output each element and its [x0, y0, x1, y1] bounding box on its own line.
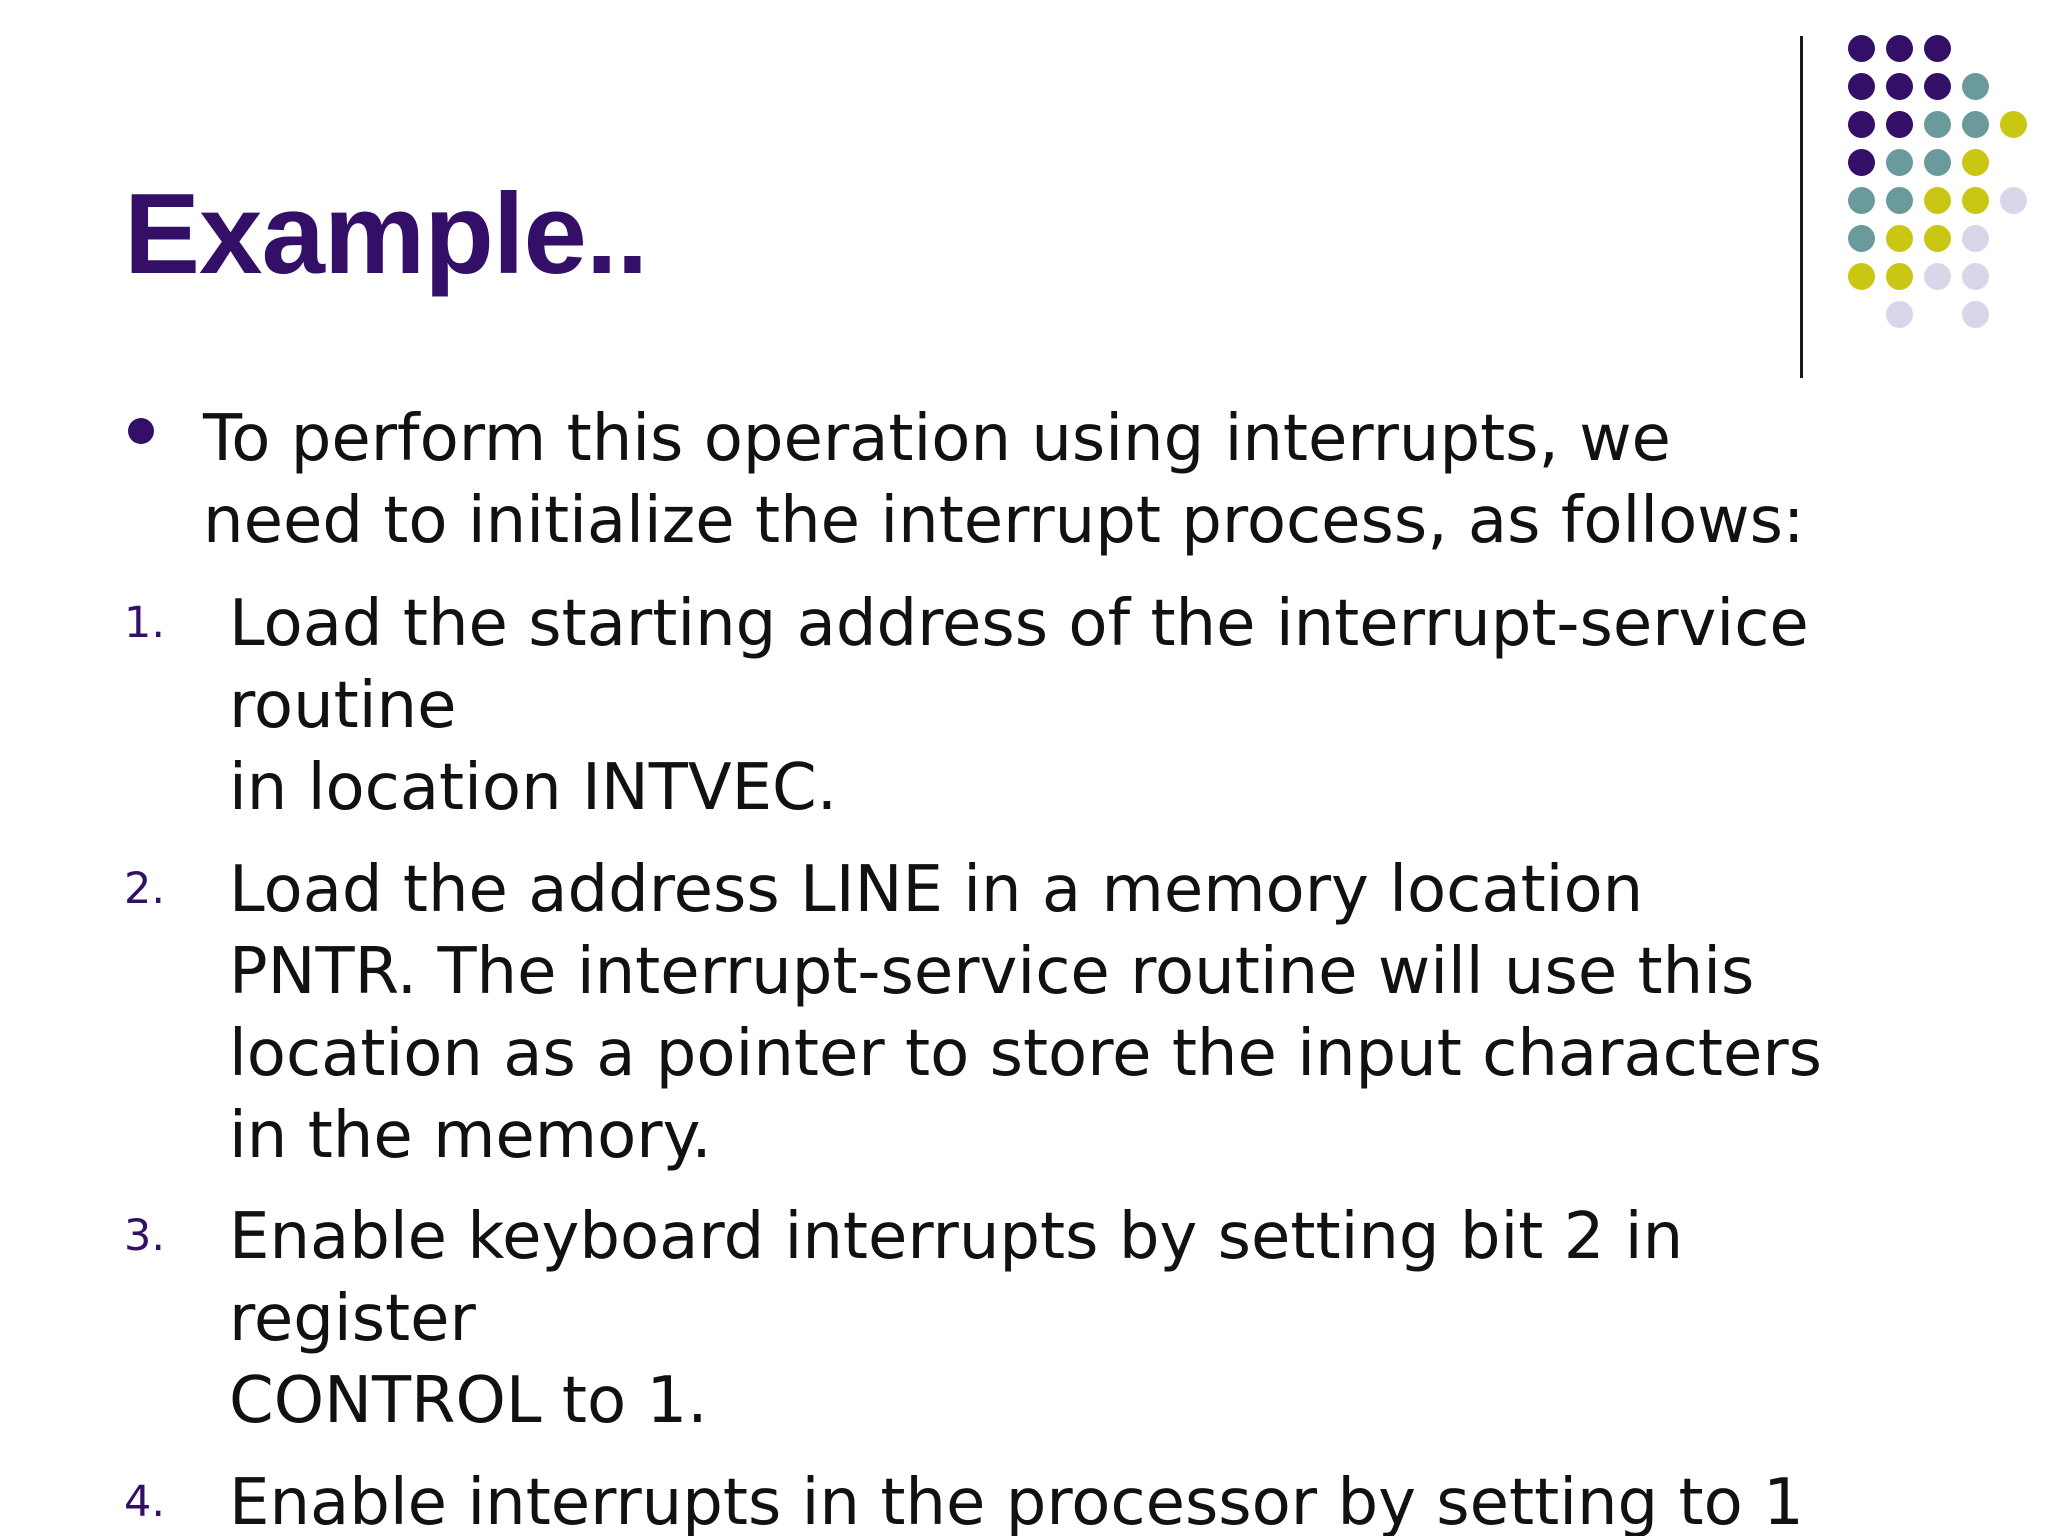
list-item [229, 583, 1869, 829]
decorative-dot [1924, 111, 1951, 138]
slide-title: Example.. [124, 171, 648, 298]
decorative-dot [1962, 111, 1989, 138]
decorative-dot [1886, 225, 1913, 252]
decorative-dot [1924, 35, 1951, 62]
decorative-dot [1848, 187, 1875, 214]
item-line: in location INTVEC. [229, 751, 838, 825]
decorative-dot [1848, 263, 1875, 290]
bullet-icon [128, 418, 154, 444]
decorative-dot [1848, 35, 1875, 62]
item-line: Load the address LINE in a memory location [229, 853, 1644, 927]
decorative-dot [1886, 73, 1913, 100]
item-number: 4. [124, 1477, 166, 1527]
item-line: in the memory. [229, 1099, 712, 1173]
item-number: 2. [124, 864, 166, 914]
decorative-dot [1886, 149, 1913, 176]
item-line: Enable keyboard interrupts by setting bit 2 in [229, 1200, 1684, 1274]
decorative-dot [1886, 111, 1913, 138]
intro-line: need to initialize the interrupt process, as follows: [203, 484, 1805, 558]
decorative-dot [1962, 187, 1989, 214]
decorative-dot [1962, 149, 1989, 176]
item-line: CONTROL to 1. [229, 1364, 708, 1438]
decorative-dot [1924, 187, 1951, 214]
item-number: 3. [124, 1211, 166, 1261]
item-number: 1. [124, 598, 166, 648]
decorative-dot [1886, 187, 1913, 214]
decorative-dot [1886, 301, 1913, 328]
decorative-dot [1924, 225, 1951, 252]
item-line: Load the starting address of the interrupt-service [229, 587, 1809, 661]
decorative-dot [1924, 263, 1951, 290]
decorative-dot [1886, 263, 1913, 290]
decorative-dot [2000, 111, 2027, 138]
decorative-dot [1848, 73, 1875, 100]
decorative-dot [1962, 225, 1989, 252]
item-line: Enable interrupts in the processor by setting to 1 [229, 1466, 1804, 1536]
list-item [229, 849, 1869, 1177]
decorative-dot [1962, 263, 1989, 290]
decorative-dot [2000, 187, 2027, 214]
decorative-dot [1848, 111, 1875, 138]
decorative-dot [1962, 301, 1989, 328]
item-line: PNTR. The interrupt-service routine will use this [229, 935, 1755, 1009]
decorative-dot [1886, 35, 1913, 62]
list-item [229, 1462, 1869, 1536]
item-line: register [229, 1282, 476, 1356]
decorative-dot [1962, 73, 1989, 100]
intro-bullet-text [203, 398, 1843, 562]
item-line: routine [229, 669, 457, 743]
item-line: location as a pointer to store the input characters [229, 1017, 1822, 1091]
decorative-dot [1924, 149, 1951, 176]
decorative-dot [1848, 225, 1875, 252]
title-divider [1800, 36, 1803, 378]
decorative-dot [1848, 149, 1875, 176]
intro-line: To perform this operation using interrupts, we [203, 402, 1671, 476]
decorative-dot [1924, 73, 1951, 100]
list-item [229, 1196, 1869, 1442]
